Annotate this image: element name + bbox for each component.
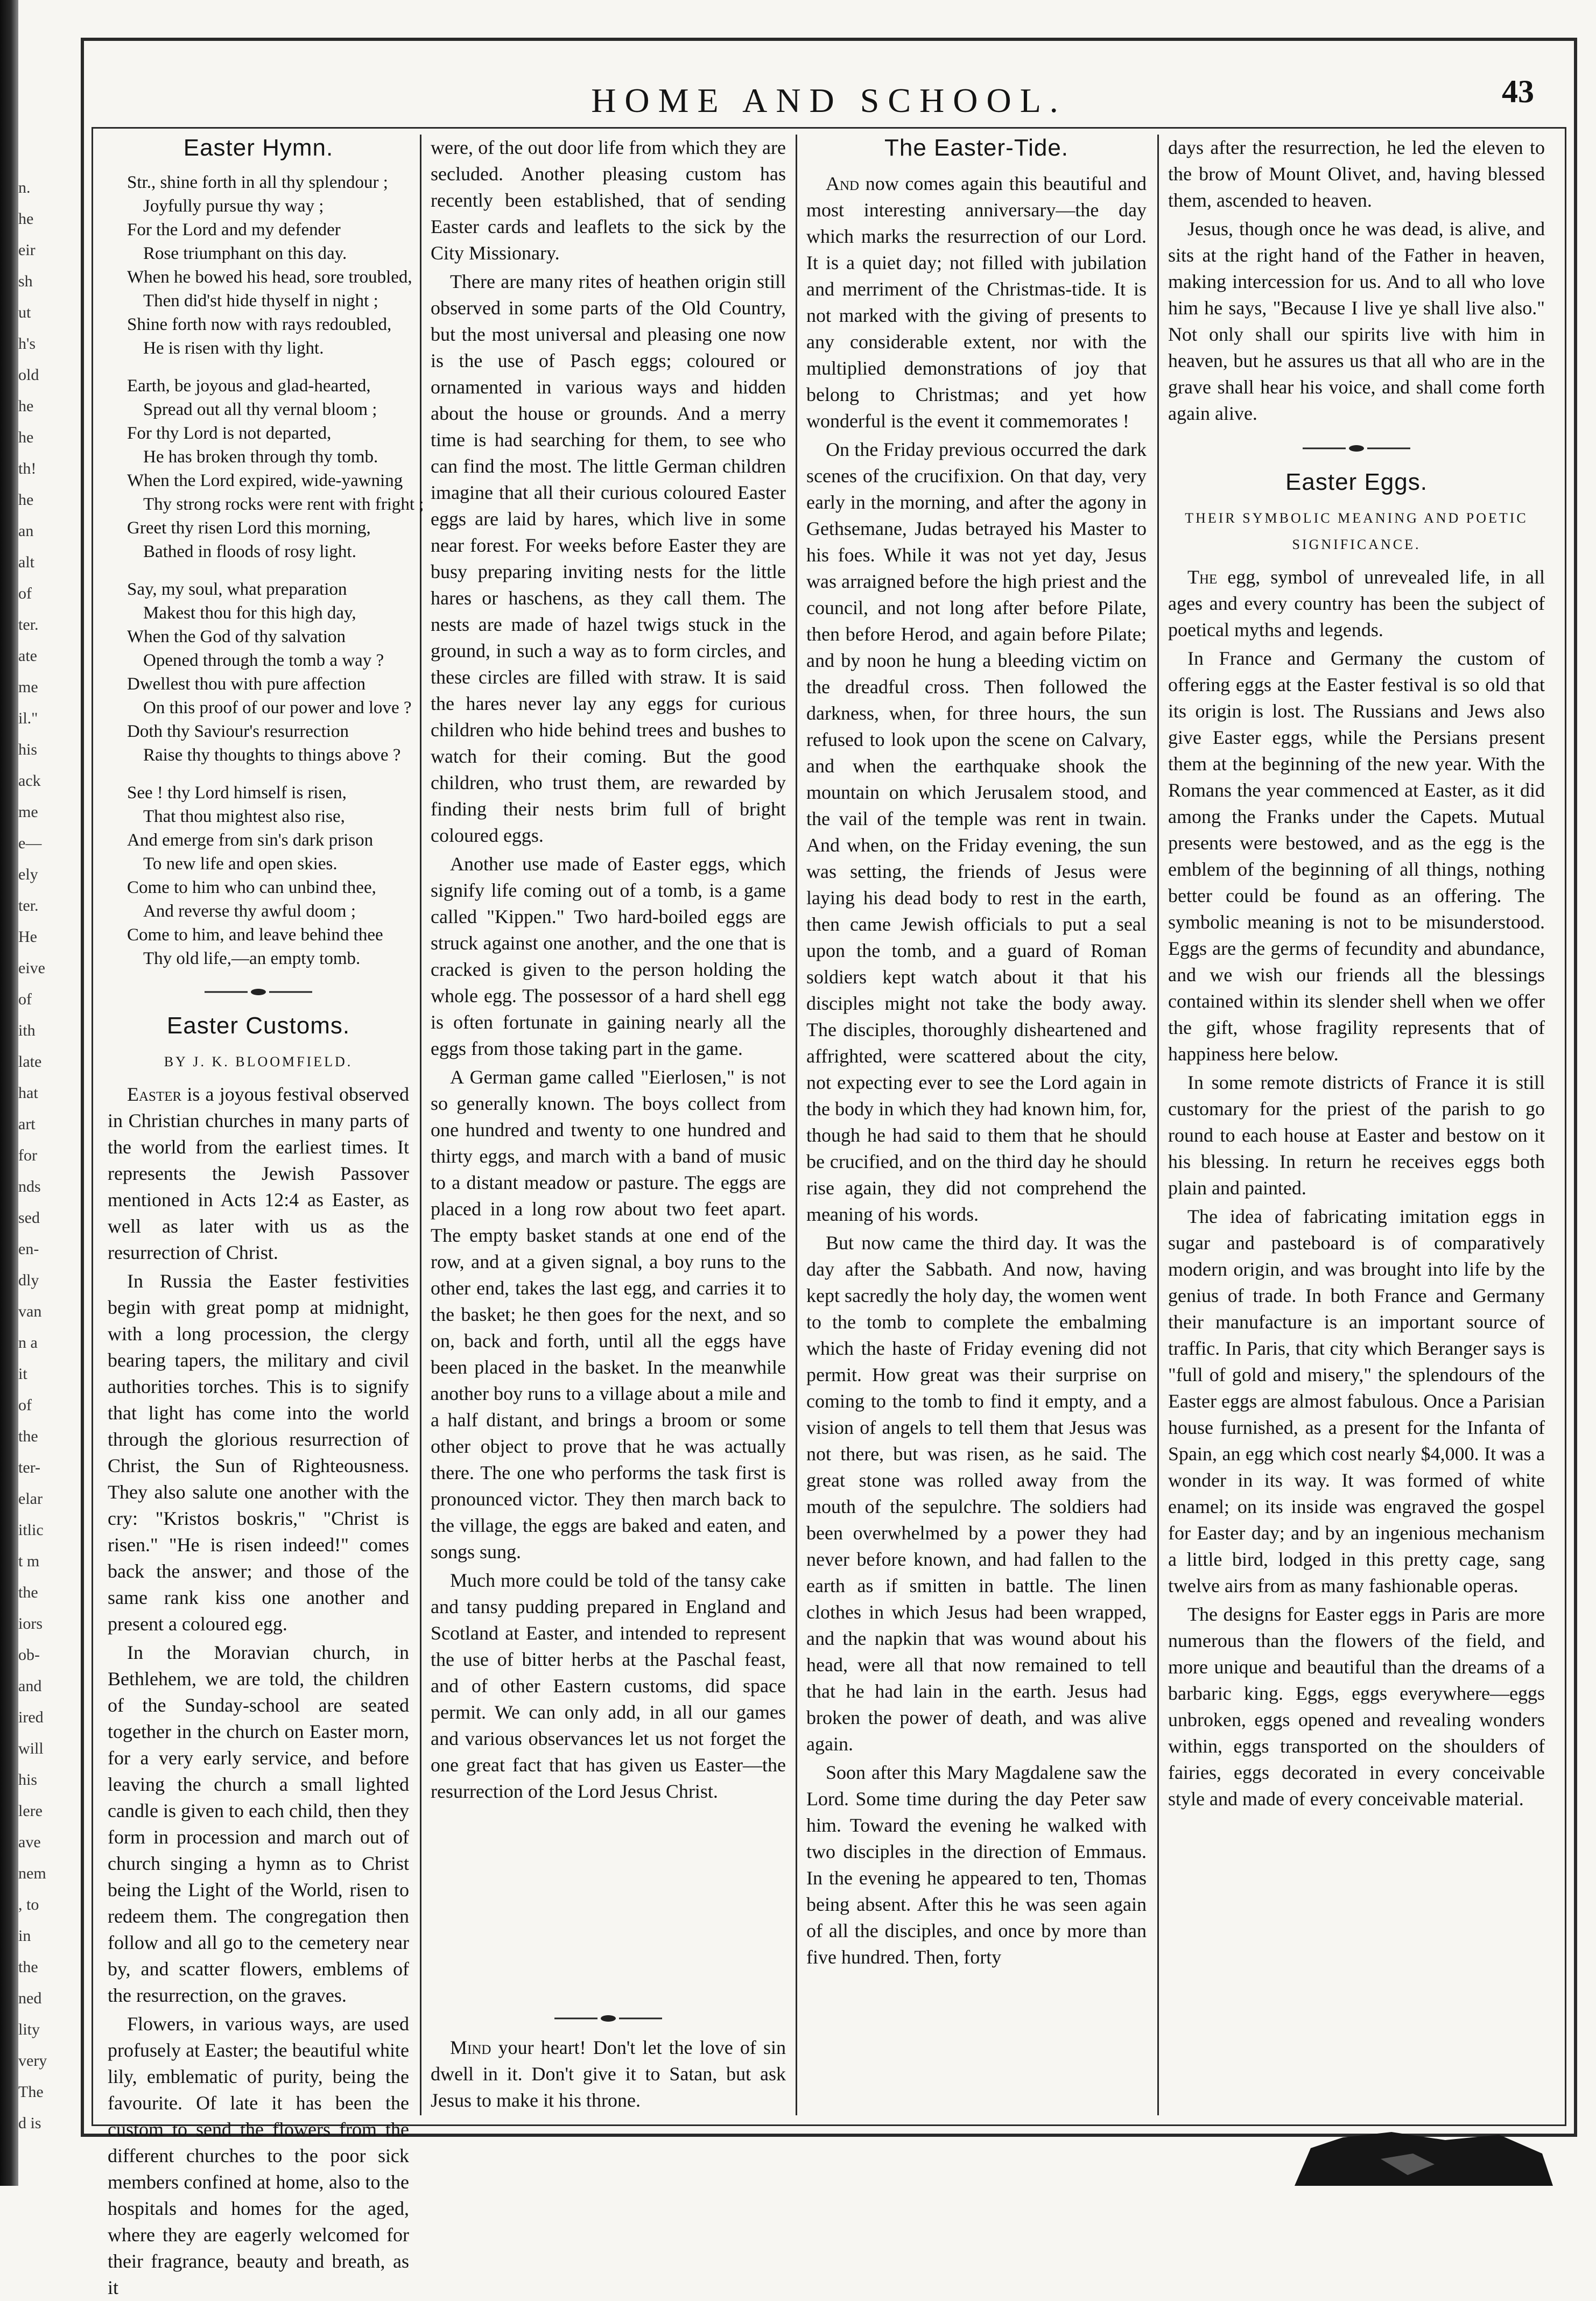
article-paragraph: Soon after this Mary Magdalene saw the Lord. Some time during the day Peter saw him. Toward the evening he walked with two disciples in the direction of Emmaus. In the evening he appeared to ten, Thomas being absent. After this he was seen again of all the disciples, and once by more than five hundred. Then, forty — [806, 1762, 1147, 1968]
facing-page-fragment: ob- — [18, 1646, 40, 1664]
hymn-line: Opened through the tomb a way ? — [143, 651, 384, 670]
hymn-stanza — [127, 578, 412, 767]
drop-lead-word: Easter — [127, 1083, 182, 1105]
hymn-line: Shine forth now with rays redoubled, — [127, 315, 392, 334]
article-paragraph: The designs for Easter eggs in Paris are more numerous than the flowers of the field, and more unique and beautiful than the dreams of a barbaric king. Eggs, eggs everywhere—eggs unbroken, eggs opened and revealing wonders within, eggs transported on the shoulders of fairies, eggs decorated in every conceivable style and made of every conceivable material. — [1168, 1603, 1545, 1810]
hymn-line: For the Lord and my defender — [127, 220, 341, 240]
hymn-line: Come to him, and leave behind thee — [127, 925, 383, 945]
facing-page-fragment: ut — [18, 304, 31, 321]
hymn-line: When the God of thy salvation — [127, 627, 346, 646]
facing-page-fragment: in — [18, 1927, 31, 1945]
facing-page-fragment: old — [18, 366, 39, 384]
hymn-line: To new life and open skies. — [143, 854, 338, 874]
facing-page-fragment: me — [18, 678, 38, 696]
facing-page-fragment: The — [18, 2083, 44, 2101]
facing-page-fragment: he — [18, 428, 34, 446]
facing-page-fragment: ter- — [18, 1459, 41, 1476]
customs-byline: BY J. K. BLOOMFIELD. — [164, 1054, 353, 1069]
facing-page-fragment: the — [18, 1427, 38, 1445]
hymn-line: Bathed in floods of rosy light. — [143, 542, 356, 561]
facing-page-fragment: he — [18, 210, 34, 228]
facing-page-fragment: ack — [18, 772, 41, 790]
facing-page-fragment: n. — [18, 179, 31, 196]
facing-page-fragment: his — [18, 741, 38, 758]
facing-page-fragment: of — [18, 990, 32, 1008]
hymn-line: He is risen with thy light. — [143, 339, 324, 358]
facing-page-fragment: very — [18, 2052, 47, 2070]
hymn-title: Easter Hymn. — [183, 135, 334, 161]
hymn-line: When he bowed his head, sore troubled, — [127, 268, 412, 287]
section-divider-ornament — [554, 2013, 662, 2024]
facing-page-fragment: ned — [18, 1989, 42, 2007]
hymn-stanza — [127, 171, 412, 360]
hymn-line: Dwellest thou with pure affection — [127, 674, 365, 694]
article-paragraph: In some remote districts of France it is still customary for the priest of the parish to go round to each house at Easter and bestow on it his blessing. In return he receives eggs both plain and painted. — [1168, 1072, 1545, 1199]
hymn-line: When the Lord expired, wide-yawning — [127, 471, 403, 490]
hymn-stanza — [127, 781, 409, 970]
book-spine-shadow — [0, 0, 18, 2186]
facing-page-fragment: it — [18, 1365, 27, 1383]
mind-your-heart-note — [431, 2013, 786, 2114]
facing-page-fragment: nem — [18, 1864, 46, 1882]
column-4 — [1168, 135, 1545, 2121]
facing-page-fragment: an — [18, 522, 34, 540]
eggs-subtitle: THEIR SYMBOLIC MEANING AND POETIC SIGNIFICANCE. — [1185, 510, 1528, 552]
facing-page-fragment: ave — [18, 1833, 41, 1851]
facing-page-fragment: e— — [18, 834, 42, 852]
facing-page-fragment: me — [18, 803, 38, 821]
article-paragraph: In France and Germany the custom of offering eggs at the Easter festival is so old that its origin is lost. The Russians and Jews also give Easter eggs, while the Persians present them at the beginning of the new year. With the Romans the year commenced at Easter, as it did among the Franks under the Capets. Mutual presents were bestowed, and as the egg is the emblem of the beginning of all things, nothing better could be found as an offering. The symbolic meaning is not to be misunderstood. Eggs are the germs of fecundity and abundance, and we wish our friends all the blessings contained within its slender shell when we offer the gift, whose fragility represents that of happiness here below. — [1168, 648, 1545, 1065]
paragraph-text: is a joyous festival observed in Christian churches in many parts of the world from the earliest times. It represents the Jewish Passover mentioned in Acts 12:4 as Easter, as well as later with us as the resurrection of Christ. — [108, 1083, 409, 1263]
facing-page-fragment: en- — [18, 1240, 39, 1258]
facing-page-fragment: ate — [18, 647, 37, 665]
hymn-line: Say, my soul, what preparation — [127, 580, 347, 599]
hymn-line: Thy strong rocks were rent with fright ; — [143, 495, 424, 514]
facing-page-fragment: the — [18, 1958, 38, 1976]
continued-paragraph: days after the resurrection, he led the eleven to the brow of Mount Olivet, and, having blessed them, ascended to heaven. — [1168, 137, 1545, 211]
paragraph-text: your heart! Don't let the love of sin dwell in it. Don't give it to Satan, but ask Jesus to make it his throne. — [431, 2037, 786, 2111]
facing-page-fragments — [18, 172, 70, 2164]
facing-page-fragment: of — [18, 585, 32, 602]
facing-page-fragment: He — [18, 928, 37, 946]
easter-hymn — [108, 135, 424, 970]
facing-page-fragment: ter. — [18, 616, 39, 634]
facing-page-fragment: iors — [18, 1615, 43, 1632]
hymn-line: Then did'st hide thyself in night ; — [143, 291, 378, 311]
hymn-line: And reverse thy awful doom ; — [143, 902, 356, 921]
masthead-title: HOME AND SCHOOL. — [591, 81, 1067, 119]
facing-page-fragment: th! — [18, 460, 37, 477]
facing-page-fragment: itlic — [18, 1521, 44, 1539]
facing-page-fragment: of — [18, 1396, 32, 1414]
eggs-title: Easter Eggs. — [1285, 469, 1428, 495]
column-rule — [1157, 135, 1159, 2115]
facing-page-fragment: his — [18, 1771, 38, 1789]
section-divider-ornament — [205, 987, 312, 997]
eggs-first-paragraph — [1168, 564, 1545, 643]
customs-title: Easter Customs. — [166, 1012, 350, 1039]
article-paragraph: The idea of fabricating imitation eggs in sugar and pasteboard is of comparatively modern origin, and was brought into life by the genius of trade. In both France and Germany their manufacture is an important source of traffic. In Paris, that city which Beranger says is "full of gold and misery," the splendours of the Easter eggs are almost fabulous. Once a Parisian house furnished, as a present for the Infanta of Spain, an egg which cost nearly $4,000. It was a wonder in its way. It was formed of white enamel; on its inside was engraved the gospel for Easter day; and by an ingenious mechanism a little bird, lodged in this pretty cage, sang twelve airs from as many fashionable operas. — [1168, 1206, 1545, 1596]
hymn-line: That thou mightest also rise, — [143, 807, 345, 826]
drop-lead-word: The — [1187, 566, 1218, 588]
ink-stain — [1273, 2116, 1553, 2186]
facing-page-fragment: d is — [18, 2114, 41, 2132]
hymn-stanzas — [108, 171, 424, 970]
column-rule — [420, 135, 421, 2115]
eastertide-title: The Easter-Tide. — [884, 135, 1069, 161]
masthead — [92, 70, 1566, 124]
facing-page-fragment: nds — [18, 1178, 41, 1195]
hymn-line: He has broken through thy tomb. — [143, 447, 378, 467]
hymn-line: See ! thy Lord himself is risen, — [127, 783, 347, 803]
customs-first-paragraph — [108, 1081, 409, 1266]
paragraph-text: egg, symbol of unrevealed life, in all ages and every country has been the subject of poetical myths and legends. — [1168, 566, 1545, 641]
eastertide-first-paragraph — [806, 171, 1147, 434]
facing-page-fragment: sed — [18, 1209, 40, 1227]
easter-customs-article — [108, 1012, 409, 2301]
article-paragraph: In the Moravian church, in Bethlehem, we are told, the children of the Sunday-school are seated together in the church on Easter morn, for a very early service, and before leaving the church a small lighted candle is given to each child, then they form in procession and march out of church singing a hymn as to Christ being the Light of the World, risen to redeem them. The congregation then follow and all go to the cemetery near by, and scatter flowers, emblems of the resurrection, on the graves. — [108, 1642, 409, 2006]
facing-page-fragment: will — [18, 1740, 44, 1757]
article-paragraph: Another use made of Easter eggs, which signify life coming out of a tomb, is a game called "Kippen." Two hard-boiled eggs are struck against one another, and the one that is cracked is given to the person holding the whole egg. The possessor of a hard shell egg is often fortunate in gaining nearly all the eggs from those taking part in the game. — [431, 853, 786, 1059]
facing-page-fragment: il." — [18, 709, 38, 727]
facing-page-fragment: ely — [18, 865, 38, 883]
hymn-line: On this proof of our power and love ? — [143, 698, 412, 717]
mind-paragraph — [431, 2035, 786, 2114]
facing-page-fragment: the — [18, 1584, 38, 1601]
hymn-line: Earth, be joyous and glad-hearted, — [127, 376, 371, 396]
facing-page-fragment: and — [18, 1677, 42, 1695]
facing-page-fragment: alt — [18, 553, 34, 571]
paragraph-text: now comes again this beautiful and most interesting anniversary—the day which marks the resurrection of our Lord. It is a quiet day; not filled with jubilation and merriment of the Christmas-tide. It is not marked with the giving of presents to any considerable extent, nor with the multiplied demonstrations of joy that belong to Christmas; and yet how wonderful is the event it commemorates ! — [806, 173, 1147, 432]
facing-page-fragment: sh — [18, 272, 33, 290]
article-paragraph: There are many rites of heathen origin still observed in some parts of the Old Country, but the most universal and pleasing one now is the use of Pasch eggs; coloured or ornamented in various ways and hidden about the house or grounds. And a merry time is had searching for them, to see who can find the most. The little German children imagine that all their curious coloured Easter eggs are laid by hares, which live in some near forest. For weeks before Easter they are busy preparing inviting nests for the little hares or haschens, as they call them. The nests are made of hazel twigs stuck in the ground, in such a way as to form circles, and these circles are filled with straw. It is said the hares never lay any eggs for curious children who hide behind trees and bushes to watch for their coming. But the good children, who trust them, are rewarded by finding their nests brim full of bright coloured eggs. — [431, 271, 786, 846]
column-2 — [431, 135, 786, 2121]
column-rule — [796, 135, 797, 2115]
facing-page-fragment: for — [18, 1146, 37, 1164]
hymn-line: Raise thy thoughts to things above ? — [143, 745, 401, 765]
article-paragraph: On the Friday previous occurred the dark scenes of the crucifixion. On that day, very early in the morning, and after the agony in Gethsemane, Judas betrayed his Master to his foes. While it was not yet day, Jesus was arraigned before the high priest and the council, and not long after before Pilate, then before Herod, and again before Pilate; and by noon he hung a bleeding victim on the dreadful cross. Then followed the darkness, when, for three hours, the sun refused to look upon the scene on Calvary, and when the earthquake shook the mountain on which Jerusalem stood, and the vail of the temple was rent in twain. And when, on the Friday evening, the sun was setting, the friends of Jesus were laying his dead body to rest in the earth, then came Jewish officials to put a seal upon the tomb, and a guard of Roman soldiers kept watch about it that his disciples might not take the body away. The disciples, thoroughly disheartened and affrighted, were scattered about the city, not expecting ever to see the Lord again in the body in which they had known him, for, though he had said to them that he should be crucified, and on the third day he should rise again, they did not comprehend the meaning of his words. — [806, 439, 1147, 1225]
hymn-line: Makest thou for this high day, — [143, 603, 356, 623]
hymn-line: Rose triumphant on this day. — [143, 244, 347, 263]
hymn-line: Come to him who can unbind thee, — [127, 878, 376, 897]
article-paragraph: But now came the third day. It was the day after the Sabbath. And now, having kept sacredly the holy day, the women went to the tomb to complete the embalming which the haste of Friday evening did not permit. How great was their surprise on coming to the tomb to find it empty, and a vision of angels to tell them that Jesus was not there, but was risen, as he said. The great stone was rolled away from the mouth of the sepulchre. The soldiers had been overwhelmed by a power they had never before known, and had fallen to the earth as if smitten in battle. The linen clothes in which Jesus had been wrapped, and the napkin that was wound about his head, were all that now remained to tell that he had lain in the earth. Jesus had broken the power of death, and was alive again. — [806, 1232, 1147, 1755]
facing-page-fragment: van — [18, 1303, 42, 1320]
hymn-line: For thy Lord is not departed, — [127, 424, 332, 443]
continued-paragraph: were, of the out door life from which they are secluded. Another pleasing custom has recently been established, that of sending Easter cards and leaflets to the sick by the City Missionary. — [431, 137, 786, 264]
facing-page-fragment: , to — [18, 1896, 39, 1913]
section-divider-ornament — [1303, 443, 1410, 454]
facing-page-fragment: lity — [18, 2021, 40, 2038]
facing-page-fragment: n a — [18, 1334, 38, 1352]
facing-page-fragment: eir — [18, 241, 36, 259]
hymn-line: Greet thy risen Lord this morning, — [127, 518, 371, 538]
facing-page-fragment: late — [18, 1053, 42, 1071]
article-paragraph: In Russia the Easter festivities begin with great pomp at midnight, with a long procession, the clergy bearing tapers, the military and civil authorities torches. This is to signify that light has come into the world through the glorious resurrection of Christ, the Sun of Righteousness. They also salute one another with the cry: "Kristos boskris," "Christ is risen." "He is risen indeed!" comes back the answer; and those of the same rank kiss one another and present a coloured egg. — [108, 1270, 409, 1635]
page-number: 43 — [1502, 74, 1534, 109]
facing-page-fragment: lere — [18, 1802, 43, 1820]
hymn-line: Doth thy Saviour's resurrection — [127, 722, 349, 741]
facing-page-fragment: dly — [18, 1271, 39, 1289]
facing-page-fragment: ith — [18, 1022, 36, 1039]
facing-page-fragment: elar — [18, 1490, 43, 1508]
facing-page-fragment: he — [18, 397, 34, 415]
facing-page-fragment: ter. — [18, 897, 39, 914]
facing-page-fragment: eive — [18, 959, 45, 977]
article-paragraph: Jesus, though once he was dead, is alive, and sits at the right hand of the Father in heaven, making intercession for us. And to all who love him he says, "Because I live ye shall live also." Not only shall our spirits live with him in heaven, but he assures us that all who are in the grave shall hear his voice, and shall come forth again alive. — [1168, 218, 1545, 424]
drop-lead-word: And — [826, 173, 860, 194]
article-paragraph: Much more could be told of the tansy cake and tansy pudding prepared in England and Scotland at Easter, and intended to represent the use of bitter herbs at the Paschal feast, and of other Eastern customs, did space permit. We can only add, in all our games and various observances let us not forget the one great fact that has given us Easter—the resurrection of the Lord Jesus Christ. — [431, 1570, 786, 1802]
easter-eggs-article — [1168, 469, 1545, 1812]
hymn-line: Joyfully pursue thy way ; — [143, 196, 324, 216]
facing-page-fragment: art — [18, 1115, 36, 1133]
facing-page-fragment: h's — [18, 335, 36, 353]
hymn-line: And emerge from sin's dark prison — [127, 831, 374, 850]
facing-page-fragment: hat — [18, 1084, 38, 1102]
hymn-line: Spread out all thy vernal bloom ; — [143, 400, 377, 419]
article-paragraph: A German game called "Eierlosen," is not so generally known. The boys collect from one hundred and twenty to one hundred and thirty eggs, and march with a band of music to a distant meadow or pasture. The eggs are placed in a long row about two feet apart. The empty basket stands at one end of the row, and at a given signal, a boy runs to the other end, takes the last egg, and carries it to the basket; he then goes for the next, and so on, back and forth, until all the eggs have been placed in the basket. In the meanwhile another boy runs to a village about a mile and a half distant, and brings a broom or some other object to prove that he was actually there. The one who performs the task first is pronounced victor. They then march back to the village, the eggs are baked and eaten, and songs sung. — [431, 1066, 786, 1563]
column-1 — [108, 135, 424, 2298]
column-3 — [806, 135, 1147, 2121]
hymn-line: Thy old life,—an empty tomb. — [143, 949, 361, 968]
article-paragraph: Flowers, in various ways, are used profusely at Easter; the beautiful white lily, emblematic of purity, being the favourite. Of late it has been the custom to send the flowers from the different churches to the poor sick members confined at home, also to the hospitals and homes for the aged, where they are eagerly welcomed for their fragrance, beauty and breath, as it — [108, 2013, 409, 2298]
facing-page-fragment: he — [18, 491, 34, 509]
facing-page-fragment: t m — [18, 1552, 40, 1570]
hymn-line: Str., shine forth in all thy splendour ; — [127, 173, 388, 192]
facing-page-fragment: ired — [18, 1708, 44, 1726]
drop-lead-word: Mind — [450, 2037, 491, 2058]
hymn-stanza — [127, 374, 424, 564]
